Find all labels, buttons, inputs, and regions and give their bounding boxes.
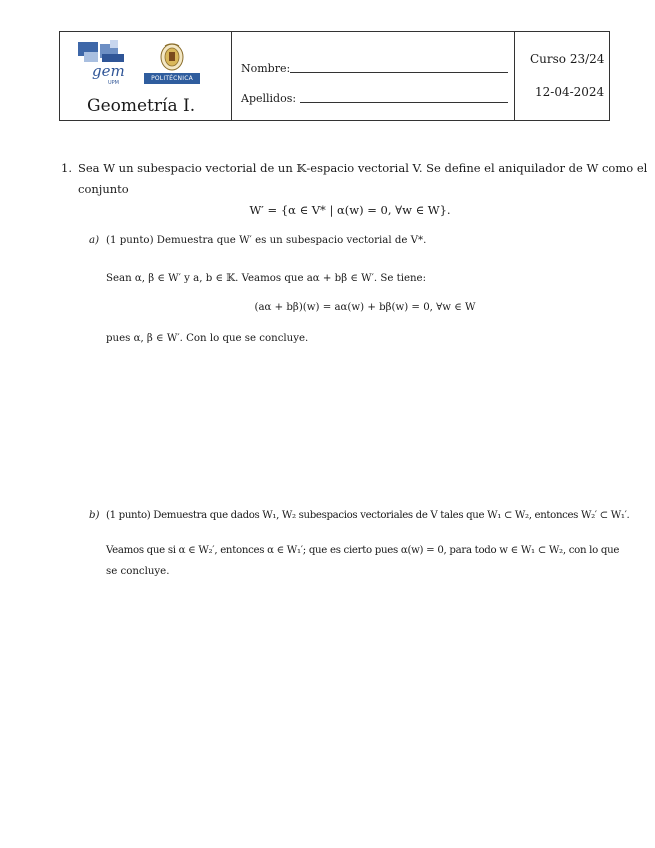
apellidos-field[interactable] — [300, 102, 508, 103]
header-divider — [231, 32, 232, 120]
exam-date: 12-04-2024 — [535, 85, 605, 99]
header-divider — [514, 32, 515, 120]
problem-statement: Sea W un subespacio vectorial de un 𝕂-espacio vectorial V. Se define el aniquilador de W como el — [78, 161, 648, 175]
gem-logo-sub: UPM — [108, 80, 119, 86]
part-b-proof-line: Veamos que si α ∈ W₂′, entonces α ∈ W₁′; que es cierto pues α(w) = 0, para todo w ∈ W₁ ⊂ W₂, con lo que — [106, 545, 620, 556]
part-a-proof-equation: (aα + bβ)(w) = aα(w) + bβ(w) = 0, ∀w ∈ W — [254, 302, 476, 313]
part-a-proof-line: Sean α, β ∈ W′ y a, b ∈ 𝕂. Veamos que aα + bβ ∈ W′. Se tiene: — [106, 273, 427, 284]
part-b-statement: (1 punto) Demuestra que dados W₁, W₂ subespacios vectoriales de V tales que W₁ ⊂ W₂, entonces W₂′ ⊂ W₁′. — [106, 510, 630, 521]
upm-logo-bar: POLITÉCNICA — [144, 73, 200, 84]
gem-logo — [78, 40, 126, 86]
course-year: Curso 23/24 — [530, 52, 605, 66]
part-a-statement: (1 punto) Demuestra que W′ es un subespacio vectorial de V*. — [106, 235, 427, 246]
part-b-proof-conclusion: se concluye. — [106, 566, 170, 577]
problem-statement-cont: conjunto — [78, 182, 129, 196]
gem-logo-text: gem — [92, 62, 125, 80]
part-a-label: a) — [89, 235, 100, 246]
apellidos-label: Apellidos: — [241, 92, 297, 105]
exam-header — [59, 31, 610, 121]
problem-number: 1. — [61, 161, 72, 175]
course-title: Geometría I. — [87, 96, 196, 116]
part-a-proof-conclusion: pues α, β ∈ W′. Con lo que se concluye. — [106, 333, 309, 344]
part-b-label: b) — [89, 510, 100, 521]
nombre-label: Nombre: — [241, 62, 291, 75]
nombre-field[interactable] — [290, 72, 508, 73]
annihilator-definition: W′ = {α ∈ V* | α(w) = 0, ∀w ∈ W}. — [249, 203, 451, 217]
upm-logo — [144, 42, 200, 86]
